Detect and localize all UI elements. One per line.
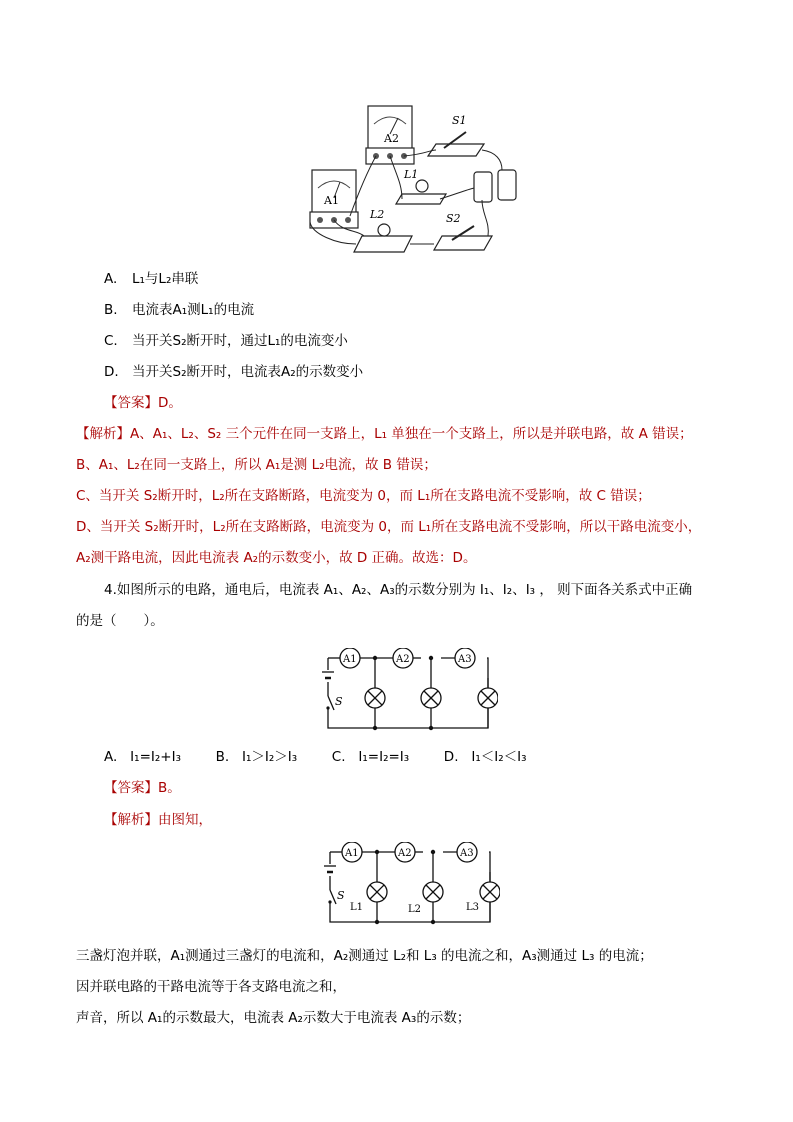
switch-s1 (428, 114, 484, 156)
ammeter-a1-label: A1 (345, 848, 359, 859)
lamp-l2 (423, 882, 443, 902)
q4-option-d-letter: D. (443, 749, 459, 765)
q4-option-b (216, 749, 298, 765)
switch-s (326, 695, 343, 710)
lamp-l3 (478, 688, 498, 708)
q4-analysis-intro: 【解析】由图知， (104, 812, 212, 828)
ammeter-a2 (393, 648, 413, 668)
circuit-photo-figure (306, 104, 528, 256)
q4-analysis-3: 声音，所以 A₁的示数最大，电流表 A₂示数大于电流表 A₃的示数； (76, 1010, 471, 1026)
q3-analysis-3: C、当开关 S₂断开时，L₂所在支路断路，电流变为 0，而 L₁所在支路电流不受影响，故 C 错误； (76, 488, 651, 504)
lamp-l3-label: L3 (466, 902, 480, 913)
ammeter-a2 (395, 842, 415, 862)
q3-answer: 【答案】D。 (104, 395, 182, 411)
ammeter-a1 (340, 648, 360, 668)
lamp-l2-label: L2 (408, 904, 422, 915)
q4-option-d-text: I₁＜I₂＜I₃ (471, 749, 527, 765)
switch-label: S (335, 695, 343, 708)
label-a1: A1 (324, 194, 339, 207)
ammeter-a1-label: A1 (343, 654, 357, 665)
ammeter-a3-label: A3 (460, 848, 474, 859)
q4-options-row (104, 747, 527, 767)
q3-option-b-text: 电流表A₁测L₁的电流 (132, 302, 255, 318)
lamp-l2 (354, 208, 412, 252)
label-s2: S2 (446, 212, 461, 225)
lamp-l1-label: L1 (350, 902, 364, 913)
lamp-l1 (367, 882, 387, 902)
q3-option-b (104, 300, 254, 320)
q4-analysis-2: 因并联电路的干路电流等于各支路电流之和， (76, 979, 346, 995)
q3-analysis-4: D、当开关 S₂断开时，L₂所在支路断路，电流变为 0，而 L₁所在支路电流不受影响，所以干路电流变小， (76, 519, 702, 535)
q3-option-d (104, 362, 363, 382)
q3-analysis-1: 【解析】A、A₁、L₂、S₂ 三个元件在同一支路上，L₁ 单独在一个支路上，所以是并联电路，故 A 错误； (76, 426, 693, 442)
q3-option-d-text: 当开关S₂断开时，电流表A₂的示数变小 (132, 364, 364, 380)
q3-option-c-letter: C. (104, 333, 118, 349)
label-l2: L2 (370, 208, 385, 221)
label-l1: L1 (404, 168, 419, 181)
switch-s2 (434, 212, 492, 250)
q4-answer: 【答案】B。 (104, 780, 181, 796)
ammeter-a2-label: A2 (398, 848, 412, 859)
battery-pack (474, 170, 516, 202)
q4-option-b-text: I₁＞I₂＞I₃ (242, 749, 298, 765)
lamp-l2 (421, 688, 441, 708)
q3-option-c-text: 当开关S₂断开时，通过L₁的电流变小 (132, 333, 348, 349)
q4-stem-1: 4.如图所示的电路，通电后，电流表 A₁、A₂、A₃的示数分别为 I₁、I₂、I₃ ， 则下面各关系式中正确 (104, 582, 693, 598)
ammeter-a2-label: A2 (396, 654, 410, 665)
q4-analysis-1: 三盏灯泡并联，A₁测通过三盏灯的电流和，A₂测通过 L₂和 L₃ 的电流之和，A₃测通过 L₃ 的电流； (76, 948, 653, 964)
ammeter-a3 (455, 648, 475, 668)
q3-option-c (104, 331, 348, 351)
q3-option-a-text: L₁与L₂串联 (132, 271, 199, 287)
ammeter-a1 (310, 170, 358, 228)
q4-circuit-diagram-labelled (320, 842, 500, 932)
label-s1: S1 (452, 114, 467, 127)
lamp-l3 (480, 882, 500, 902)
q4-stem-2: 的是（ ）。 (76, 613, 164, 629)
q4-option-a (104, 749, 181, 765)
q4-option-a-text: I₁=I₂+I₃ (130, 749, 181, 765)
ammeter-a3-label: A3 (458, 654, 472, 665)
q4-option-c (332, 749, 409, 765)
q4-option-c-text: I₁=I₂=I₃ (358, 749, 410, 765)
lamp-l1 (396, 168, 446, 204)
switch-label: S (337, 889, 345, 902)
q4-option-a-letter: A. (104, 749, 118, 765)
q3-option-d-letter: D. (104, 364, 119, 380)
q3-option-a-letter: A. (104, 271, 118, 287)
q4-option-d (444, 749, 527, 765)
label-a2: A2 (384, 132, 399, 145)
q3-option-b-letter: B. (104, 302, 118, 318)
q4-option-c-letter: C. (331, 749, 346, 765)
switch-s (328, 889, 345, 904)
lamp-l1 (365, 688, 385, 708)
ammeter-a1 (342, 842, 362, 862)
ammeter-a3 (457, 842, 477, 862)
q4-option-b-letter: B. (215, 749, 230, 765)
q3-option-a (104, 269, 198, 289)
q3-analysis-2: B、A₁、L₂在同一支路上，所以 A₁是测 L₂电流，故 B 错误； (76, 457, 437, 473)
q3-analysis-5: A₂测干路电流，因此电流表 A₂的示数变小，故 D 正确。故选：D。 (76, 550, 477, 566)
q4-circuit-diagram (318, 648, 498, 738)
